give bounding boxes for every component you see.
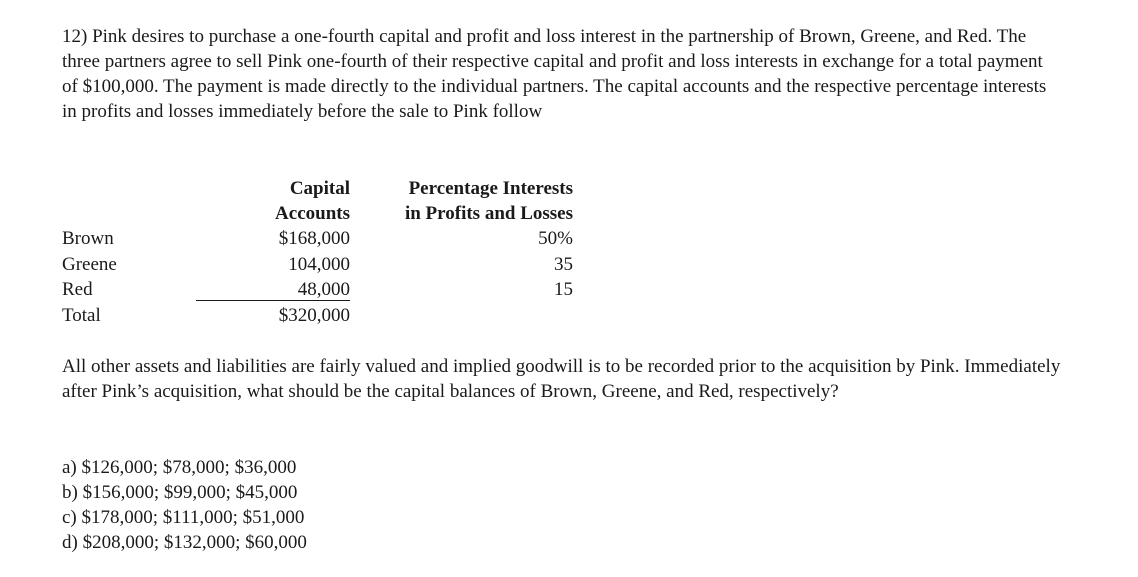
capital-table: [62, 176, 582, 336]
header-capital-line1: Capital: [289, 178, 350, 199]
row-total-capital: $320,000: [278, 305, 350, 326]
question-prompt: All other assets and liabilities are fairly valued and implied goodwill is to be recorded prior to the acquisition by Pink. Immediately after Pink’s acquisition, what should be the capital balances of Brown, Greene, and Red, respectively?: [62, 356, 1061, 402]
row-red-name: Red: [62, 279, 93, 300]
row-greene-pct: 35: [554, 254, 573, 275]
row-brown-name: Brown: [62, 228, 114, 249]
header-pct-line1: Percentage Interests: [408, 178, 573, 199]
choice-b: b) $156,000; $99,000; $45,000: [62, 482, 298, 503]
row-brown-pct: 50%: [538, 228, 573, 249]
answer-choices: [62, 455, 307, 555]
question-intro: 12) Pink desires to purchase a one-fourth capital and profit and loss interest in the partnership of Brown, Greene, and Red. The three partners agree to sell Pink one-fourth of their respective capital and profit and loss interests in exchange for a total payment of $100,000. The payment is made directly to the individual partners. The capital accounts and the respective percentage interests in profits and losses immediately before the sale to Pink follow: [62, 26, 1047, 122]
row-greene-name: Greene: [62, 254, 117, 275]
choice-c: c) $178,000; $111,000; $51,000: [62, 507, 305, 528]
row-brown-capital: $168,000: [278, 228, 350, 249]
choice-d: d) $208,000; $132,000; $60,000: [62, 532, 307, 553]
row-greene-capital: 104,000: [288, 254, 350, 275]
row-total-name: Total: [62, 305, 101, 326]
row-red-capital: 48,000: [297, 279, 350, 300]
total-rule: [196, 300, 350, 301]
header-pct-line2: in Profits and Losses: [404, 203, 573, 224]
choice-a: a) $126,000; $78,000; $36,000: [62, 457, 297, 478]
row-red-pct: 15: [554, 279, 573, 300]
header-capital-line2: Accounts: [275, 203, 350, 224]
